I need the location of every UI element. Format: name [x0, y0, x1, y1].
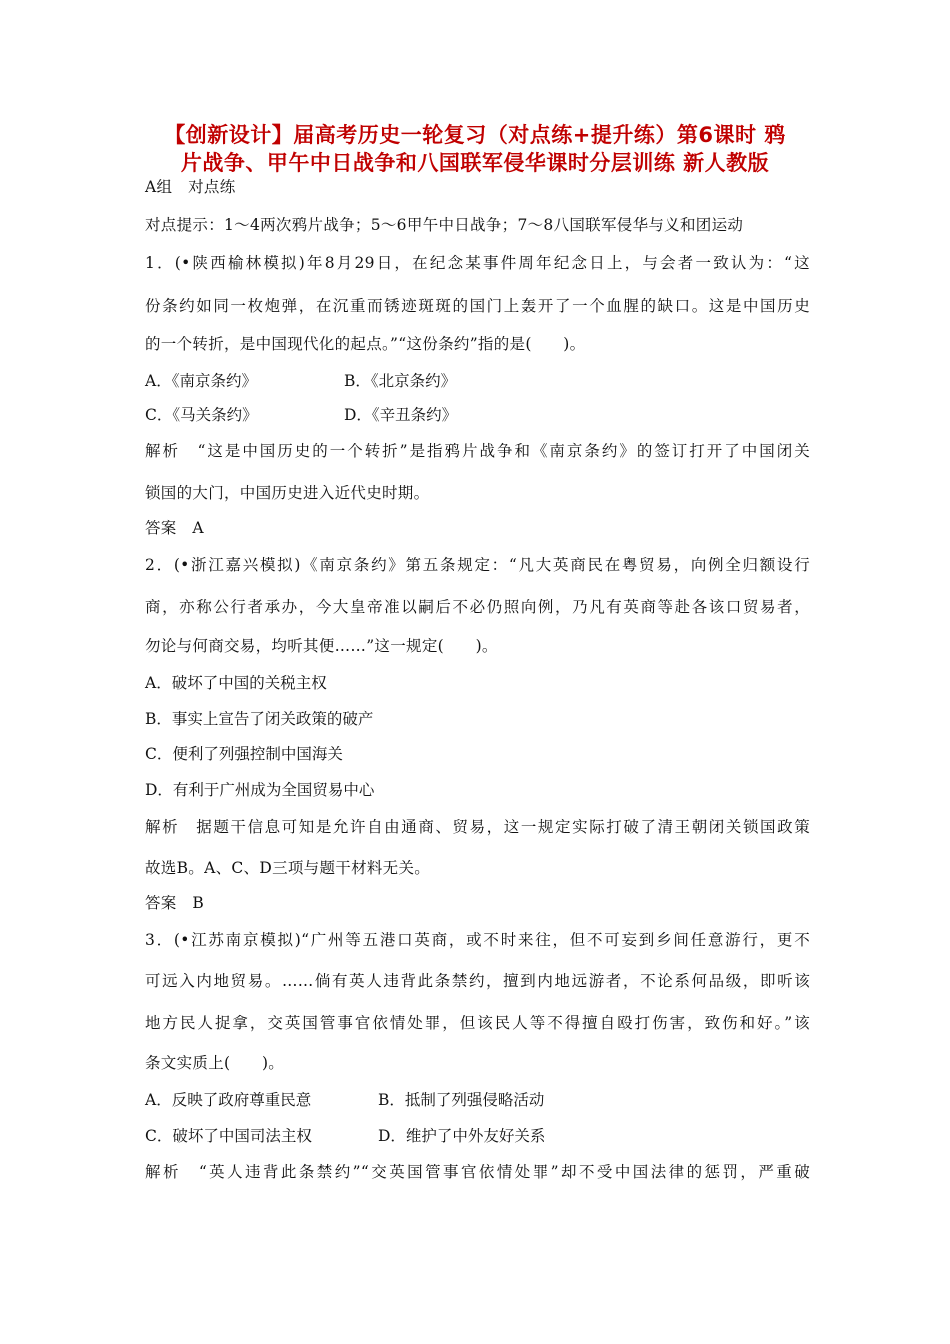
q2-option-a: A．破坏了中国的关税主权 — [145, 674, 327, 692]
hint-text: 对点提示：1～4两次鸦片战争；5～6甲午中日战争；7～8八国联军侵华与义和团运动 — [145, 216, 744, 234]
q1-answer: 答案 A — [145, 519, 204, 537]
title-line-2: 片战争、甲午中日战争和八国联军侵华课时分层训练 新人教版 — [180, 151, 770, 175]
q1-option-a: A．《南京条约》 — [145, 372, 257, 390]
q1-stem-line-2: 份条约如同一枚炮弹，在沉重而锈迹斑斑的国门上轰开了一个血腥的缺口。这是中国历史 — [145, 297, 810, 315]
q1-stem-line-3: 的一个转折，是中国现代化的起点。”“这份条约”指的是( )。 — [145, 335, 586, 353]
q1-option-c: C．《马关条约》 — [145, 406, 258, 424]
q1-analysis-line-1: 解析 “这是中国历史的一个转折”是指鸦片战争和《南京条约》的签订打开了中国闭关 — [145, 442, 810, 460]
q2-analysis-line-1: 解析 据题干信息可知是允许自由通商、贸易，这一规定实际打破了清王朝闭关锁国政策 — [145, 818, 810, 836]
title-line-1: 【创新设计】届高考历史一轮复习（对点练+提升练）第6课时 鸦 — [164, 123, 786, 147]
q2-option-d: D．有利于广州成为全国贸易中心 — [145, 781, 375, 799]
q3-option-a: A．反映了政府尊重民意 — [145, 1091, 312, 1109]
q2-stem-line-2: 商，亦称公行者承办，今大皇帝准以嗣后不必仍照向例，乃凡有英商等赴各该口贸易者， — [145, 598, 810, 616]
q1-option-b: B．《北京条约》 — [344, 372, 457, 390]
q1-option-d: D．《辛丑条约》 — [344, 406, 458, 424]
q2-stem-line-1: 2．(•浙江嘉兴模拟)《南京条约》第五条规定：“凡大英商民在粤贸易，向例全归额设行 — [145, 556, 810, 574]
q2-stem-line-3: 勿论与何商交易，均听其便……”这一规定( )。 — [145, 637, 498, 655]
q3-option-d: D．维护了中外友好关系 — [378, 1127, 546, 1145]
q1-stem-line-1: 1．(•陕西榆林模拟)年8月29日，在纪念某事件周年纪念日上，与会者一致认为：“这 — [145, 254, 810, 272]
q3-stem-line-4: 条文实质上( )。 — [145, 1054, 285, 1072]
q1-analysis-line-2: 锁国的大门，中国历史进入近代史时期。 — [145, 484, 430, 502]
q3-analysis-line-1: 解析 “英人违背此条禁约”“交英国管事官依情处罪”却不受中国法律的惩罚，严重破 — [145, 1163, 810, 1181]
q3-stem-line-2: 可远入内地贸易。……倘有英人违背此条禁约，擅到内地远游者，不论系何品级，即听该 — [145, 972, 810, 990]
q3-stem-line-1: 3．(•江苏南京模拟)“广州等五港口英商，或不时来往，但不可妄到乡间任意游行，更不 — [145, 931, 810, 949]
q3-stem-line-3: 地方民人捉拿，交英国管事官依情处罪，但该民人等不得擅自殴打伤害，致伤和好。”该 — [145, 1014, 810, 1032]
q3-option-c: C．破坏了中国司法主权 — [145, 1127, 312, 1145]
document-title — [130, 121, 820, 177]
section-heading: A组 对点练 — [145, 178, 236, 196]
q2-analysis-line-2: 故选B。A、C、D三项与题干材料无关。 — [145, 859, 431, 877]
q3-option-b: B．抵制了列强侵略活动 — [378, 1091, 545, 1109]
q2-answer: 答案 B — [145, 894, 205, 912]
q2-option-c: C．便利了列强控制中国海关 — [145, 745, 343, 763]
q2-option-b: B．事实上宣告了闭关政策的破产 — [145, 710, 374, 728]
